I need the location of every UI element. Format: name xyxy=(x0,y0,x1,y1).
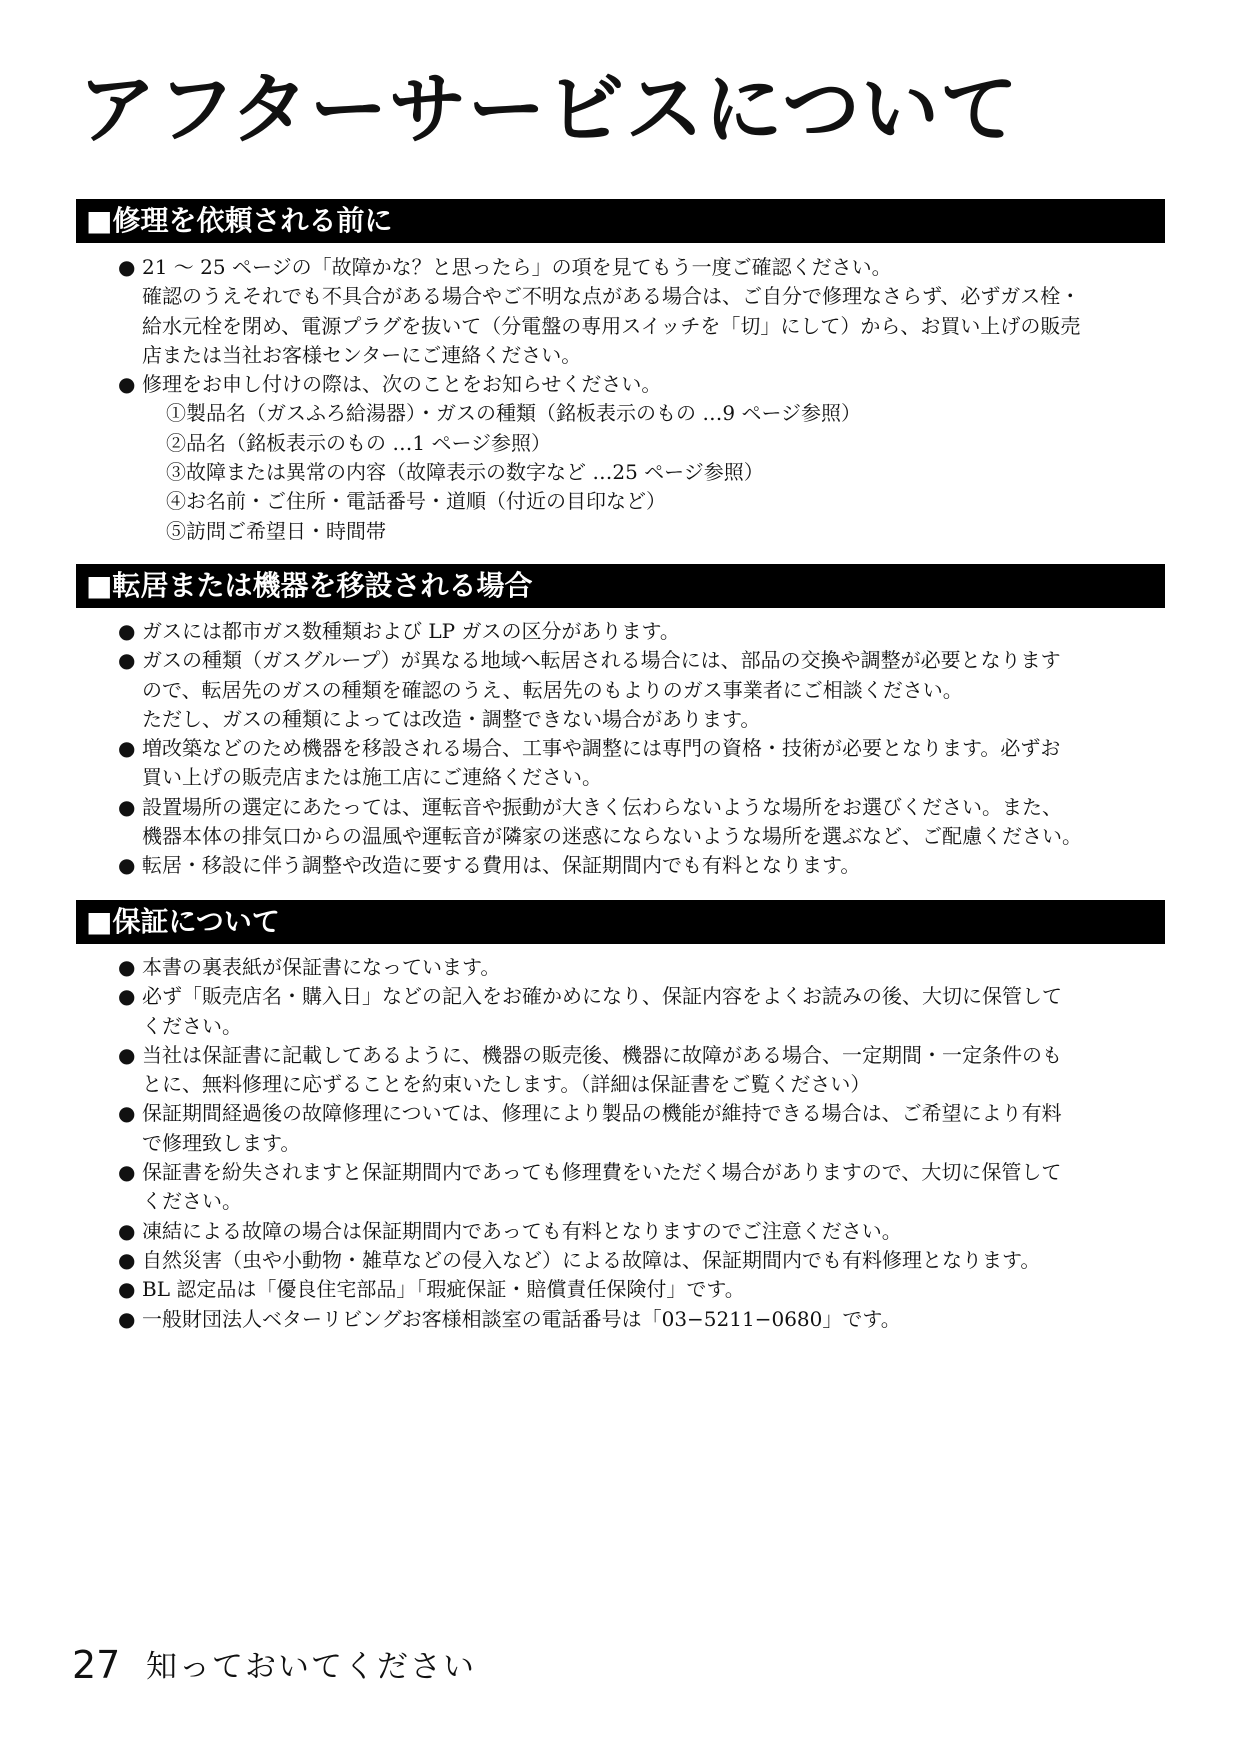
item-line: で修理致します。 xyxy=(142,1130,301,1155)
item-line: 増改築などのため機器を移設される場合、工事や調整には専門の資格・技術が必要となります。必ずお xyxy=(142,736,1061,761)
bullet-icon: ● xyxy=(118,1277,136,1302)
item-line: 必ず「販売店名・購入日」などの記入をお確かめになり、保証内容をよくお読みの後、大切に保管して xyxy=(142,984,1062,1009)
section-body-warranty xyxy=(118,953,1168,1334)
footer-section-label: 知っておいてください xyxy=(146,1649,476,1685)
item-line: 買い上げの販売店または施工店にご連絡ください。 xyxy=(142,765,602,790)
item-line: 店または当社お客様センターにご連絡ください。 xyxy=(142,342,582,367)
bullet-icon: ● xyxy=(118,1306,136,1331)
sub-item: ②品名（銘板表示のもの …1 ページ参照） xyxy=(166,430,552,455)
list-item xyxy=(118,617,1168,646)
bullet-icon: ● xyxy=(118,955,136,979)
bullet-icon: ● xyxy=(118,794,136,819)
section-heading-relocation: ■転居または機器を移設される場合 xyxy=(76,564,1165,608)
list-item xyxy=(118,1275,1168,1304)
section-body-repair-request xyxy=(118,253,1168,546)
item-line: 自然災害（虫や小動物・雑草などの侵入など）による故障は、保証期間内でも有料修理となります。 xyxy=(142,1247,1041,1272)
list-item xyxy=(118,1305,1168,1334)
bullet-icon: ● xyxy=(118,372,136,397)
list-item xyxy=(118,793,1168,852)
item-line: ので、転居先のガスの種類を確認のうえ、転居先のもよりのガス事業者にご相談ください。 xyxy=(142,677,963,702)
section-heading-warranty: ■保証について xyxy=(76,900,1165,944)
bullet-icon: ● xyxy=(118,736,136,761)
item-line: 確認のうえそれでも不具合がある場合やご不明な点がある場合は、ご自分で修理なさらず、必ずガス栓・ xyxy=(142,284,1081,309)
item-line: 本書の裏表紙が保証書になっています。 xyxy=(142,955,501,979)
page-title: アフターサービスについて xyxy=(78,65,1019,155)
bullet-icon: ● xyxy=(118,1218,136,1243)
item-line: 21 ～ 25 ページの「故障かな？と思ったら」の項を見てもう一度ご確認ください。 xyxy=(142,255,892,279)
bullet-icon: ● xyxy=(118,255,136,279)
bullet-icon: ● xyxy=(118,648,136,673)
item-line: 当社は保証書に記載してあるように、機器の販売後、機器に故障がある場合、一定期間・一定条件のも xyxy=(142,1042,1062,1067)
list-item xyxy=(118,1217,1168,1246)
page-number: 27 xyxy=(72,1643,121,1687)
bullet-icon: ● xyxy=(118,1247,136,1272)
list-item xyxy=(118,646,1168,734)
item-line: 保証期間経過後の故障修理については、修理により製品の機能が維持できる場合は、ご希望により有料 xyxy=(142,1101,1062,1126)
list-item xyxy=(118,1246,1168,1275)
list-item xyxy=(118,1158,1168,1217)
item-line: ただし、ガスの種類によっては改造・調整できない場合があります。 xyxy=(142,706,761,731)
sub-item: ⑤訪問ご希望日・時間帯 xyxy=(166,518,386,543)
item-line: 修理をお申し付けの際は、次のことをお知らせください。 xyxy=(142,372,662,397)
bullet-icon: ● xyxy=(118,853,136,878)
bullet-icon: ● xyxy=(118,619,136,643)
list-item xyxy=(118,253,1168,370)
item-line: 一般財団法人ベターリビングお客様相談室の電話番号は「03−5211−0680」です。 xyxy=(142,1306,901,1331)
item-line: 設置場所の選定にあたっては、運転音や振動が大きく伝わらないような場所をお選びください。また、 xyxy=(142,794,1062,819)
item-line: ください。 xyxy=(142,1189,242,1214)
list-item xyxy=(118,370,1168,546)
section-heading-repair-request: ■修理を依頼される前に xyxy=(76,199,1165,243)
item-line: 給水元栓を閉め、電源プラグを抜いて（分電盤の専用スイッチを「切」にして）から、お買い上げの販売 xyxy=(142,313,1081,338)
list-item xyxy=(118,851,1168,880)
section-body-relocation xyxy=(118,617,1168,881)
item-line: 転居・移設に伴う調整や改造に要する費用は、保証期間内でも有料となります。 xyxy=(142,853,861,878)
bullet-icon: ● xyxy=(118,1160,136,1185)
item-line: BL 認定品は「優良住宅部品」「瑕疵保証・賠償責任保険付」です。 xyxy=(142,1277,745,1302)
bullet-icon: ● xyxy=(118,984,136,1009)
sub-item: ④お名前・ご住所・電話番号・道順（付近の目印など） xyxy=(166,489,666,514)
sub-item: ③故障または異常の内容（故障表示の数字など …25 ページ参照） xyxy=(166,460,764,485)
item-line: 機器本体の排気口からの温風や運転音が隣家の迷惑にならないような場所を選ぶなど、ご配慮ください。 xyxy=(142,824,1082,849)
item-line: ガスには都市ガス数種類および LP ガスの区分があります。 xyxy=(142,619,680,643)
list-item xyxy=(118,982,1168,1041)
list-item xyxy=(118,1099,1168,1158)
item-line: とに、無料修理に応ずることを約束いたします。（詳細は保証書をご覧ください） xyxy=(142,1072,871,1097)
sub-item: ①製品名（ガスふろ給湯器）・ガスの種類（銘板表示のもの …9 ページ参照） xyxy=(166,401,862,426)
item-line: 保証書を紛失されますと保証期間内であっても修理費をいただく場合がありますので、大切に保管して xyxy=(142,1160,1062,1185)
bullet-icon: ● xyxy=(118,1042,136,1067)
item-line: 凍結による故障の場合は保証期間内であっても有料となりますのでご注意ください。 xyxy=(142,1218,902,1243)
list-item xyxy=(118,953,1168,982)
bullet-icon: ● xyxy=(118,1101,136,1126)
item-line: ガスの種類（ガスグループ）が異なる地域へ転居される場合には、部品の交換や調整が必要となります xyxy=(142,648,1061,673)
item-line: ください。 xyxy=(142,1013,242,1038)
list-item xyxy=(118,1041,1168,1100)
list-item xyxy=(118,734,1168,793)
